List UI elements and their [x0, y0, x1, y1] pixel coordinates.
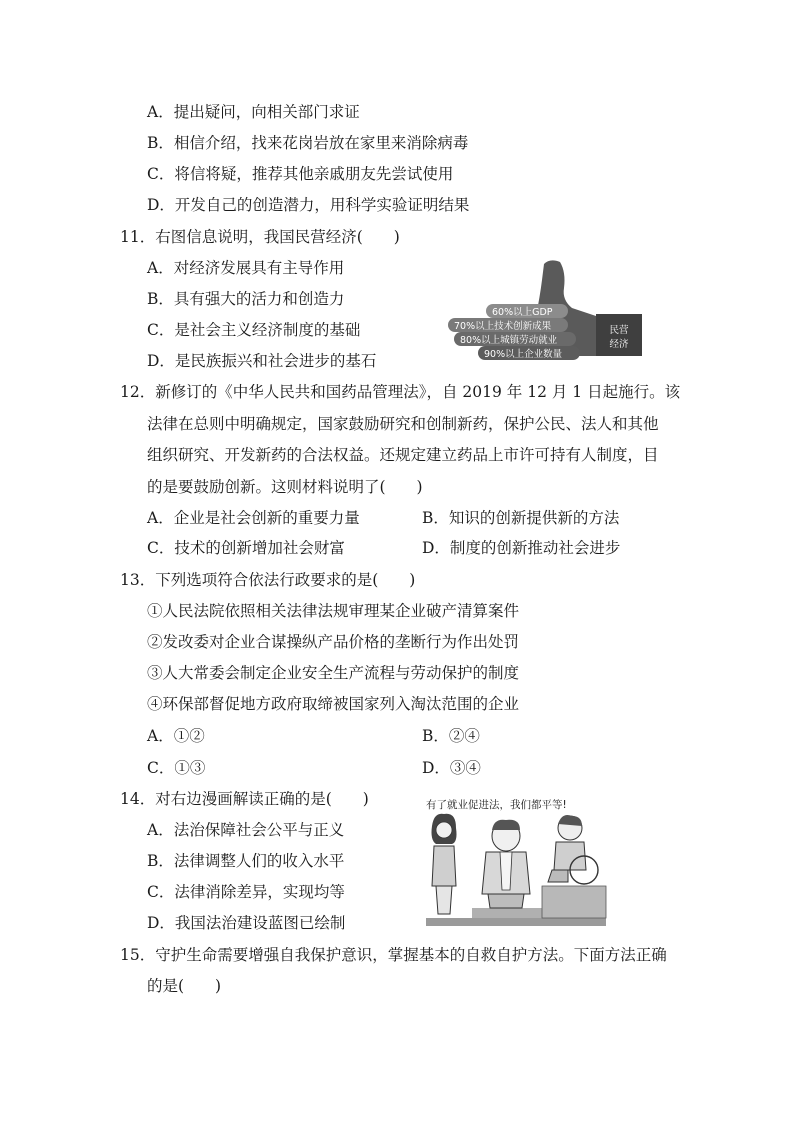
- stat-text: 60%以上GDP: [492, 307, 553, 318]
- woman-figure: [432, 814, 457, 914]
- q10-option-d: D．开发自己的创造潜力，用科学实验证明结果: [147, 196, 470, 214]
- private-economy-thumbs-up-figure: [446, 256, 656, 366]
- q11-option-a: A．对经济发展具有主导作用: [147, 259, 345, 277]
- q12-line-1: 12．新修订的《中华人民共和国药品管理法》，自 2019 年 12 月 1 日起施行。该: [120, 383, 681, 401]
- ground-step: [426, 918, 606, 926]
- wheelchair-man-figure: [548, 815, 598, 884]
- stat-text: 70%以上技术创新成果: [454, 321, 552, 332]
- cartoon-caption: 有了就业促进法，我们都平等!: [426, 799, 567, 811]
- q13-option-a: A．①②: [147, 727, 205, 745]
- q13-option-c: C．①③: [147, 759, 206, 777]
- q14-option-c: C．法律消除差异，实现均等: [147, 883, 345, 901]
- middle-step: [472, 908, 542, 918]
- middle-man-figure: [482, 820, 530, 908]
- q12-option-a: A．企业是社会创新的重要力量: [147, 509, 360, 527]
- stat-text: 90%以上企业数量: [484, 349, 563, 360]
- q13-stem: 13．下列选项符合依法行政要求的是( ): [120, 571, 416, 589]
- q15-line-2: 的是( ): [147, 977, 222, 995]
- q13-option-d: D．③④: [422, 759, 481, 777]
- q11-option-c: C．是社会主义经济制度的基础: [147, 321, 361, 339]
- equal-employment-cartoon: [422, 790, 610, 930]
- q10-option-c: C．将信将疑，推荐其他亲戚朋友先尝试使用: [147, 165, 454, 183]
- q14-option-b: B．法律调整人们的收入水平: [147, 852, 345, 870]
- label-line2: 经济: [609, 339, 629, 350]
- q12-line-2: 法律在总则中明确规定，国家鼓励研究和创制新药，保护公民、法人和其他: [147, 415, 659, 433]
- q11-option-d: D．是民族振兴和社会进步的基石: [147, 352, 377, 370]
- q11-option-b: B．具有强大的活力和创造力: [147, 290, 345, 308]
- q13-option-b: B．②④: [422, 727, 480, 745]
- q12-option-d: D．制度的创新推动社会进步: [422, 539, 621, 557]
- q12-line-4: 的是要鼓励创新。这则材料说明了( ): [147, 478, 423, 496]
- q15-line-1: 15．守护生命需要增强自我保护意识，掌握基本的自救自护方法。下面方法正确: [120, 946, 667, 964]
- q14-option-a: A．法治保障社会公平与正义: [147, 821, 345, 839]
- q13-item-4: ④环保部督促地方政府取缔被国家列入淘汰范围的企业: [147, 695, 520, 713]
- q13-item-3: ③人大常委会制定企业安全生产流程与劳动保护的制度: [147, 664, 520, 682]
- q10-option-b: B．相信介绍，找来花岗岩放在家里来消除病毒: [147, 134, 469, 152]
- q13-item-2: ②发改委对企业合谋操纵产品价格的垄断行为作出处罚: [147, 633, 520, 651]
- label-line1: 民营: [609, 325, 629, 336]
- stat-text: 80%以上城镇劳动就业: [460, 335, 558, 346]
- q10-option-a: A．提出疑问，向相关部门求证: [147, 103, 360, 121]
- q11-stem: 11．右图信息说明，我国民营经济( ): [120, 228, 400, 246]
- q13-item-1: ①人民法院依照相关法律法规审理某企业破产清算案件: [147, 602, 520, 620]
- q14-option-d: D．我国法治建设蓝图已绘制: [147, 914, 346, 932]
- q14-stem: 14．对右边漫画解读正确的是( ): [120, 790, 369, 808]
- q12-option-c: C．技术的创新增加社会财富: [147, 539, 345, 557]
- right-step: [542, 886, 606, 918]
- q12-option-b: B．知识的创新提供新的方法: [422, 509, 620, 527]
- q12-line-3: 组织研究、开发新药的合法权益。还规定建立药品上市许可持有人制度，目: [147, 446, 659, 464]
